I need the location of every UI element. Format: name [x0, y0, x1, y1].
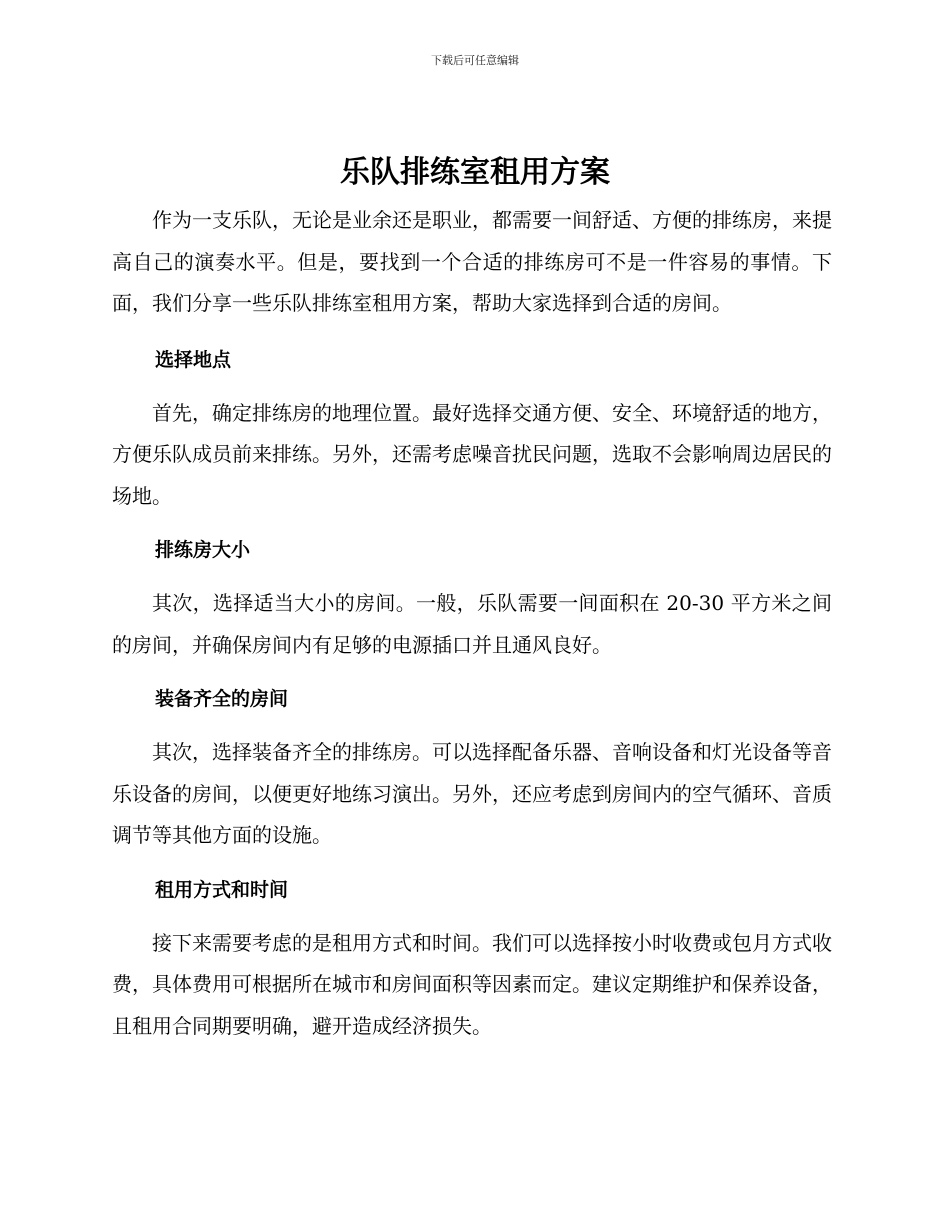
section-equipment — [112, 684, 832, 857]
section-location — [112, 345, 832, 518]
section-room-size — [112, 535, 832, 666]
section-paragraph: 其次，选择适当大小的房间。一般，乐队需要一间面积在 20-30 平方米之间的房间，并确保房间内有足够的电源插口并且通风良好。 — [112, 591, 832, 657]
document-title: 乐队排练室租用方案 — [340, 155, 610, 190]
section-heading: 装备齐全的房间 — [155, 688, 289, 710]
intro-paragraph: 作为一支乐队，无论是业余还是职业，都需要一间舒适、方便的排练房，来提高自己的演奏水平。但是，要找到一个合适的排练房可不是一件容易的事情。下面，我们分享一些乐队排练室租用方案，帮助大家选择到合适的房间。 — [112, 208, 832, 315]
section-paragraph: 首先，确定排练房的地理位置。最好选择交通方便、安全、环境舒适的地方，方便乐队成员前来排练。另外，还需考虑噪音扰民问题，选取不会影响周边居民的场地。 — [112, 400, 832, 508]
section-paragraph: 其次，选择装备齐全的排练房。可以选择配备乐器、音响设备和灯光设备等音乐设备的房间，以便更好地练习演出。另外，还应考虑到房间内的空气循环、音质调节等其他方面的设施。 — [112, 740, 832, 847]
document-body — [112, 200, 832, 1065]
section-paragraph: 接下来需要考虑的是租用方式和时间。我们可以选择按小时收费或包月方式收费，具体费用可根据所在城市和房间面积等因素而定。建议定期维护和保养设备，且租用合同期要明确，避开造成经济损失。 — [112, 930, 832, 1038]
section-heading: 排练房大小 — [155, 539, 251, 561]
section-rental-terms — [112, 875, 832, 1048]
page-header-note: 下载后可任意编辑 — [431, 54, 519, 67]
section-heading: 选择地点 — [155, 348, 232, 371]
section-heading: 租用方式和时间 — [155, 878, 289, 901]
